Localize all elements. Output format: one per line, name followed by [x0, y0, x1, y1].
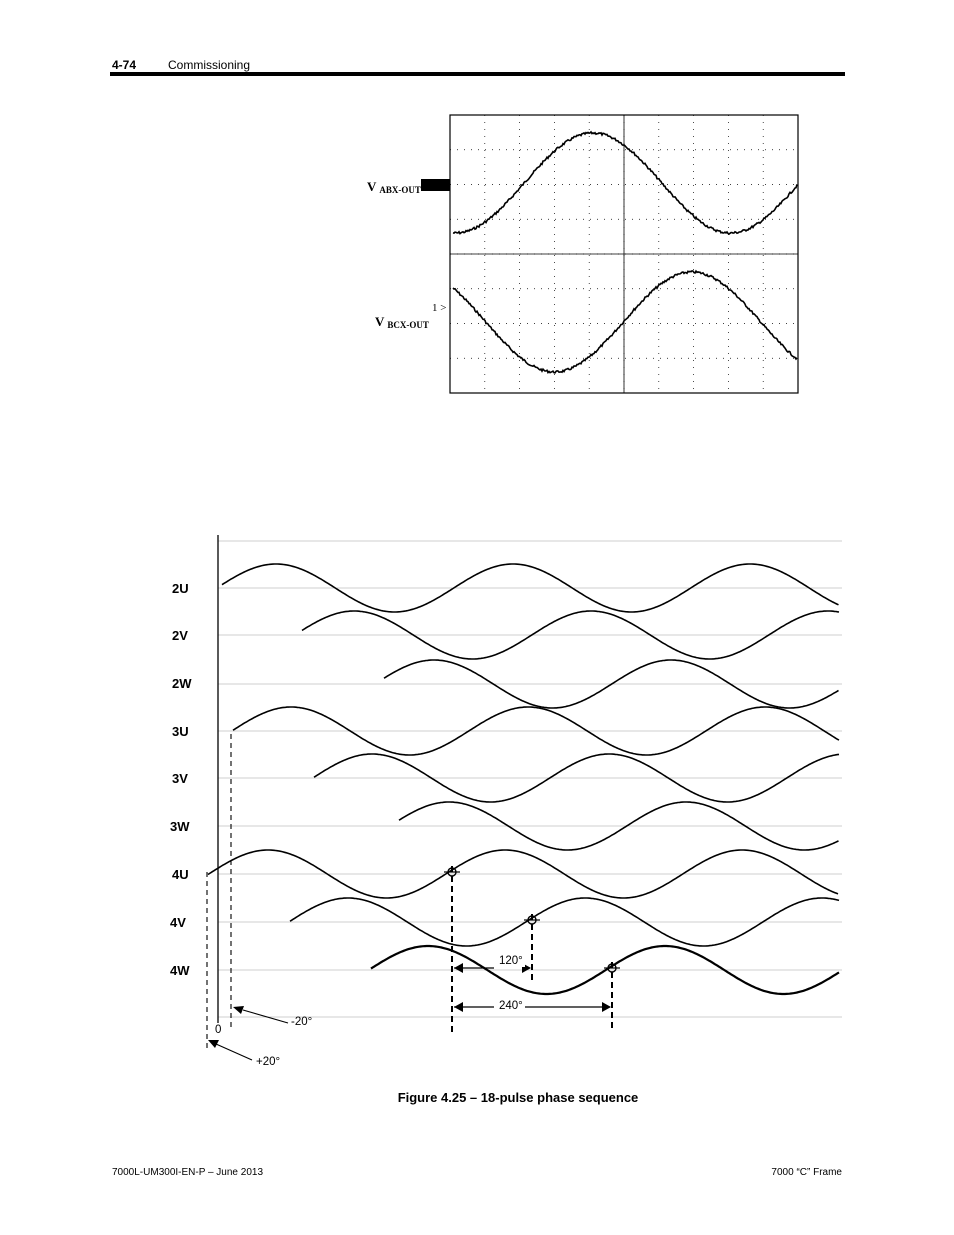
row-label-3v: 3V [172, 771, 188, 786]
row-label-2v: 2V [172, 628, 188, 643]
plus-20-label: +20° [256, 1056, 281, 1068]
angle-240-label: 240° [499, 1000, 523, 1012]
footer-frame: 7000 “C” Frame [771, 1167, 842, 1178]
zero-label: 0 [215, 1024, 222, 1036]
row-label-2u: 2U [172, 581, 189, 596]
row-label-2w: 2W [172, 676, 192, 691]
row-label-4w: 4W [170, 963, 190, 978]
row-label-3u: 3U [172, 724, 189, 739]
trace2-label: V $_{BCX-OUT}$ [375, 314, 429, 330]
minus-20-label: -20° [291, 1016, 313, 1028]
row-label-3w: 3W [170, 819, 190, 834]
phase-waves [208, 564, 839, 994]
arrow-head [454, 963, 463, 973]
arrow-head [454, 1002, 463, 1012]
arrow-head [233, 1006, 244, 1014]
section-title: Commissioning [168, 58, 251, 72]
trace1-label: V $_{ABX-OUT}$ [367, 179, 421, 195]
angle-120-label: 120° [499, 955, 523, 967]
row-label-4v: 4V [170, 915, 186, 930]
page-number: 4-74 [112, 58, 137, 72]
arrow-head [602, 1002, 611, 1012]
figure-caption: Figure 4.25 – 18-pulse phase sequence [397, 1090, 639, 1105]
arrow-plus-20 [216, 1044, 252, 1060]
channel-marker: 1 > [432, 302, 447, 314]
row-label-4u: 4U [172, 867, 189, 882]
angle-arrows [208, 963, 611, 1060]
footer-doc-id: 7000L-UM300I-EN-P – June 2013 [112, 1167, 264, 1178]
phase-gridlines [218, 541, 842, 1017]
